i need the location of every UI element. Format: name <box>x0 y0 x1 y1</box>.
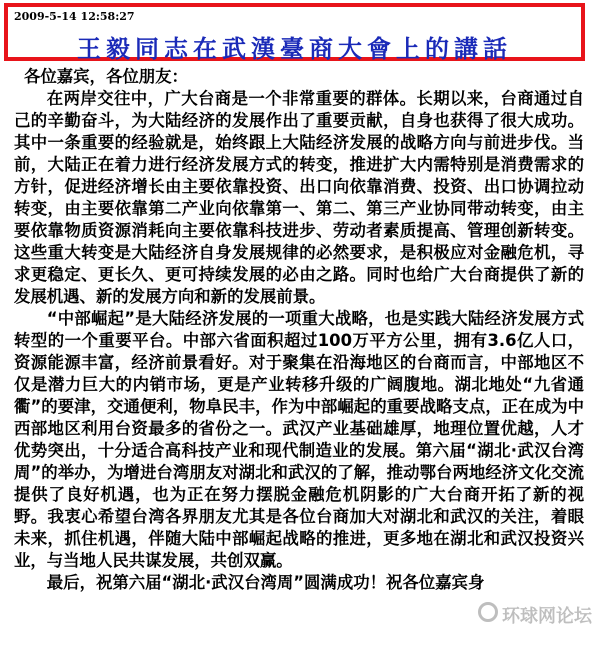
article-header <box>4 3 585 61</box>
globe-swirl-icon <box>478 602 498 622</box>
speech-body <box>14 66 584 594</box>
speech-paragraph-2: “中部崛起”是大陆经济发展的一项重大战略，也是实践大陆经济发展方式转型的一个重要平台。中部六省面积超过100万平方公里，拥有3.6亿人口，资源能源丰富，经济前景看好。对于聚集在沿海地区的台商而言，中部地区不仅是潜力巨大的内销市场，更是产业转移升级的广阔腹地。湖北地处“九省通衢”的要津，交通便利，物阜民丰，作为中部崛起的重要战略支点，正在成为中西部地区利用台资最多的省份之一。武汉产业基础雄厚，地理位置优越，人才优势突出，十分适合高科技产业和现代制造业的发展。第六届“湖北·武汉台湾周”的举办，为增进台湾朋友对湖北和武汉的了解，推动鄂台两地经济文化交流提供了良好机遇，也为正在努力摆脱金融危机阴影的广大台商开拓了新的视野。我衷心希望台湾各界朋友尤其是各位台商加大对湖北和武汉的关注，着眼未来，抓住机遇，伴随大陆中部崛起战略的推进，更多地在湖北和武汉投资兴业，与当地人民共谋发展，共创双赢。 <box>14 309 584 570</box>
speech-paragraph-1: 在两岸交往中，广大台商是一个非常重要的群体。长期以来，台商通过自己的辛勤奋斗，为大陆经济的发展作出了重要贡献，自身也获得了很大成功。其中一条重要的经验就是，始终跟上大陆经济发展的战略方向与前进步伐。当前，大陆正在着力进行经济发展方式的转变，推进扩大内需特别是消费需求的方针，促进经济增长由主要依靠投资、出口向依靠消费、投资、出口协调拉动转变，由主要依靠第二产业向依靠第一、第二、第三产业协同带动转变，由主要依靠物质资源消耗向主要依靠科技进步、劳动者素质提高、管理创新转变。这些重大转变是大陆经济自身发展规律的必然要求，是积极应对金融危机，寻求更稳定、更长久、更可持续发展的必由之路。同时也给广大台商提供了新的发展机遇、新的发展方向和新的发展前景。 <box>14 89 584 306</box>
speech-salutation: 各位嘉宾，各位朋友： <box>24 67 188 86</box>
speech-paragraph-3: 最后，祝第六届“湖北·武汉台湾周”圆满成功！祝各位嘉宾身 <box>46 573 485 592</box>
site-watermark <box>478 600 592 626</box>
article-title: 王毅同志在武漢臺商大會上的講話 <box>77 35 512 63</box>
watermark-text: 环球网论坛 <box>502 606 592 627</box>
post-timestamp: 2009-5-14 12:58:27 <box>14 10 135 23</box>
